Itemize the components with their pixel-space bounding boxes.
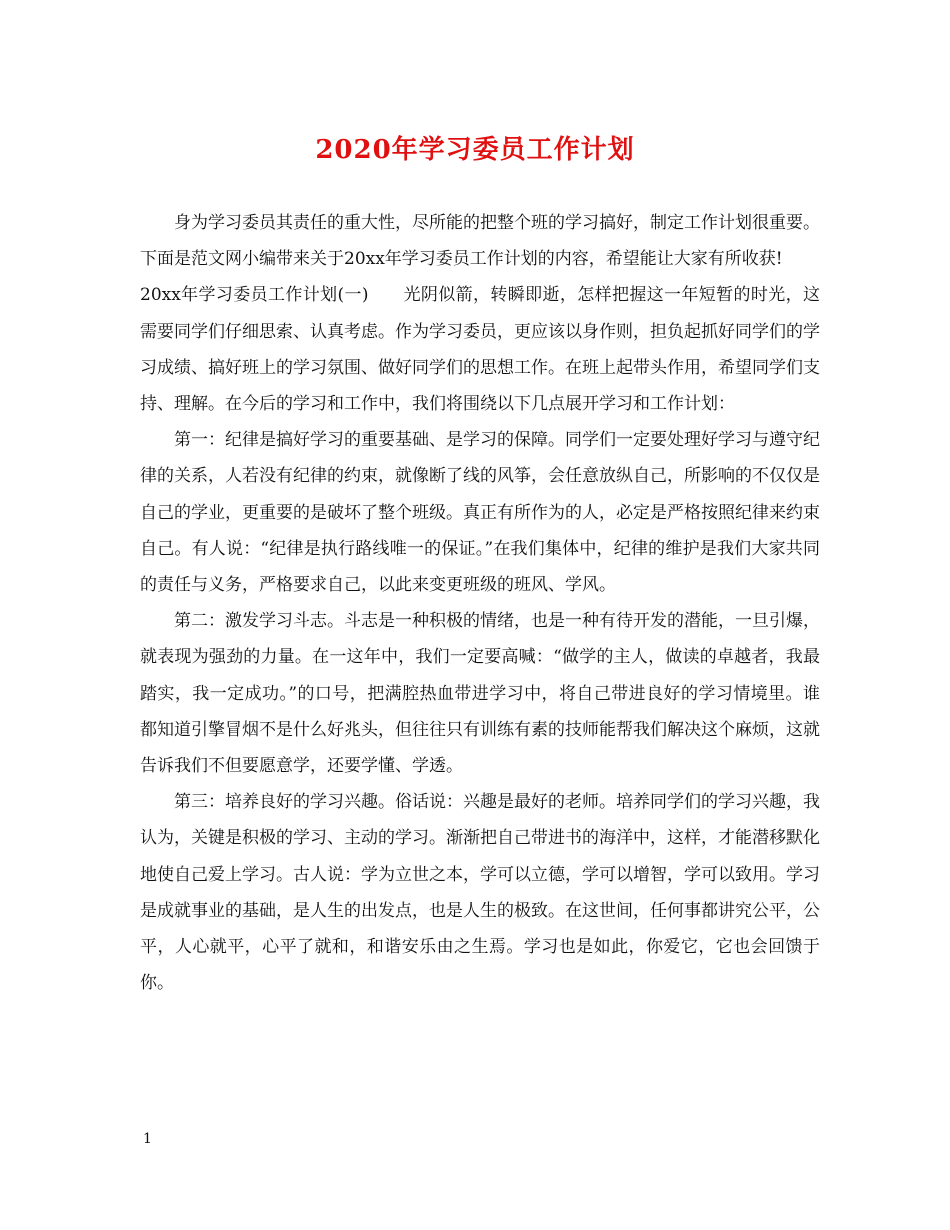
plan-one-paragraph: 20xx年学习委员工作计划(一) 光阴似箭，转瞬即逝，怎样把握这一年短暂的时光，这需要同学们仔细思索、认真考虑。作为学习委员，更应该以身作则，担负起抓好同学们的学习成绩、搞好班上的学习氛围、做好同学们的思想工作。在班上起带头作用，希望同学们支持、理解。在今后的学习和工作中，我们将围绕以下几点展开学习和工作计划： [140,285,820,415]
document-body [140,205,820,1001]
point-two-paragraph: 第二：激发学习斗志。斗志是一种积极的情绪，也是一种有待开发的潜能，一旦引爆，就表现为强劲的力量。在一这年中，我们一定要高喊：“做学的主人，做读的卓越者，我最踏实，我一定成功。”的口号，把满腔热血带进学习中，将自己带进良好的学习情境里。谁都知道引擎冒烟不是什么好兆头，但往往只有训练有素的技师能帮我们解决这个麻烦，这就告诉我们不但要愿意学，还要学懂、学透。 [140,611,820,777]
document-title: 2020年学习委员工作计划 [315,135,635,165]
point-one-paragraph: 第一：纪律是搞好学习的重要基础、是学习的保障。同学们一定要处理好学习与遵守纪律的关系，人若没有纪律的约束，就像断了线的风筝，会任意放纵自己，所影响的不仅仅是自己的学业，更重要的是破坏了整个班级。真正有所作为的人，必定是严格按照纪律来约束自己。有人说：“纪律是执行路线唯一的保证。”在我们集体中，纪律的维护是我们大家共同的责任与义务，严格要求自己，以此来变更班级的班风、学风。 [140,430,820,596]
point-three-paragraph: 第三：培养良好的学习兴趣。俗话说：兴趣是最好的老师。培养同学们的学习兴趣，我认为，关键是积极的学习、主动的学习。渐渐把自己带进书的海洋中，这样，才能潜移默化地使自己爱上学习。古人说：学为立世之本，学可以立德，学可以增智，学可以致用。学习是成就事业的基础，是人生的出发点，也是人生的极致。在这世间，任何事都讲究公平，公平，人心就平，心平了就和，和谐安乐由之生焉。学习也是如此，你爱它，它也会回馈于你。 [140,792,820,994]
page-number: 1 [143,1131,152,1147]
intro-paragraph: 身为学习委员其责任的重大性，尽所能的把整个班的学习搞好，制定工作计划很重要。下面是范文网小编带来关于20xx年学习委员工作计划的内容，希望能让大家有所收获! [140,213,820,270]
